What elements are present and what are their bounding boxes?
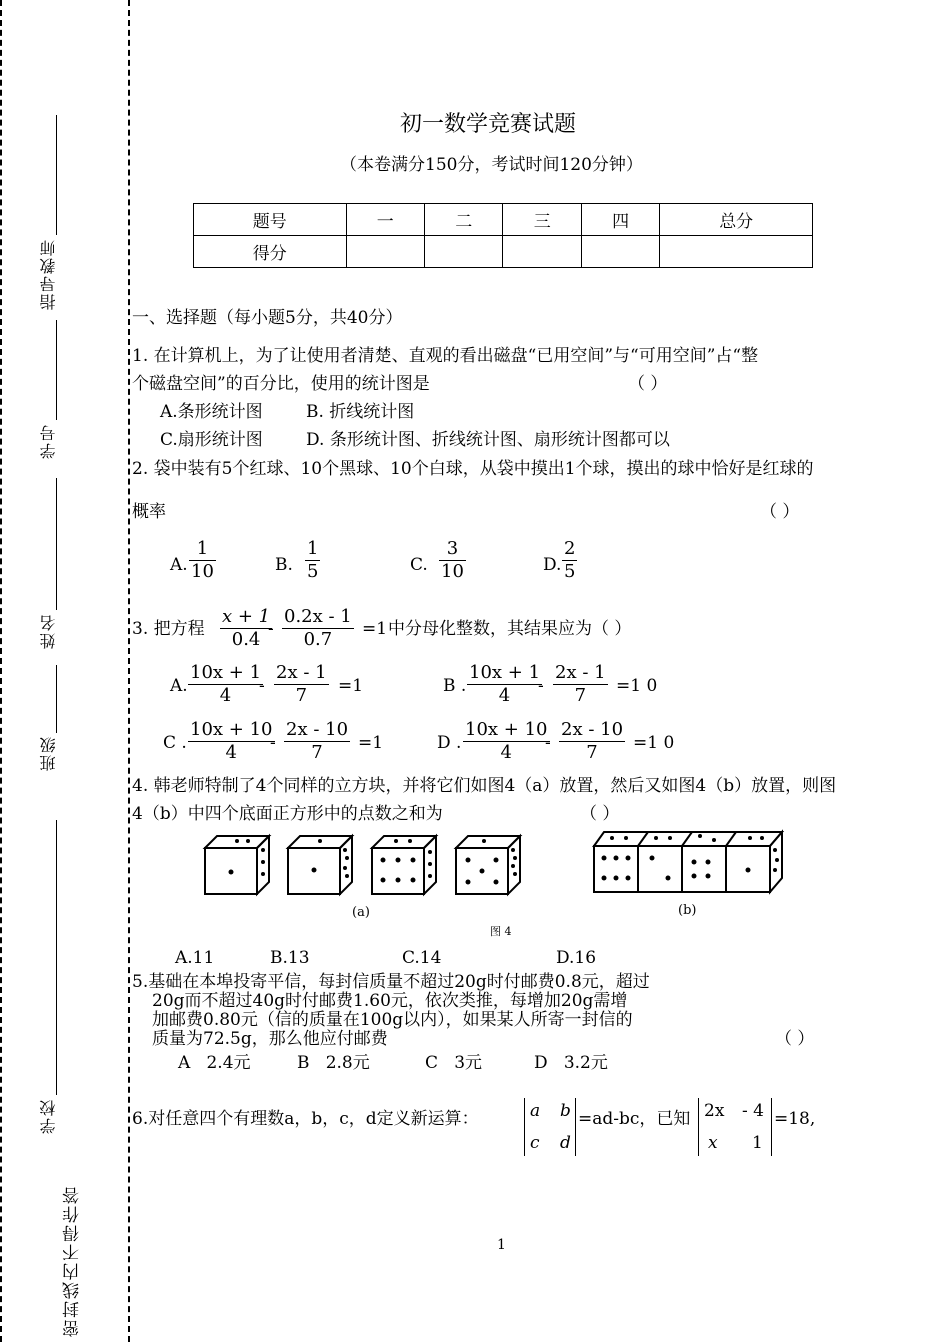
- denominator: 4: [188, 684, 263, 707]
- numerator: 1: [196, 538, 209, 559]
- q3-option-d-fraction-1: [463, 719, 550, 764]
- table-cell: 题号: [194, 204, 347, 236]
- numerator: 0.2x - 1: [284, 606, 352, 627]
- q2-option-d-fraction: [562, 538, 577, 583]
- q5-stem-line4: 质量为72.5g，那么他应付邮费: [152, 1029, 388, 1049]
- q2-option-c-fraction: [439, 538, 466, 583]
- q3-option-a[interactable]: A.: [170, 676, 188, 696]
- score-input-cell[interactable]: [425, 236, 503, 268]
- numerator: 10x + 10: [190, 719, 273, 740]
- sidebar-label-student-id: 学号: [39, 423, 58, 459]
- q4-option-d[interactable]: D.16: [556, 948, 597, 968]
- q5-option-c[interactable]: C 3元: [425, 1053, 483, 1073]
- denominator: 0.4: [220, 628, 272, 651]
- q5-stem-line3: 加邮费0.80元（信的质量在100g以内），如果某人所寄一封信的: [152, 1010, 633, 1030]
- q4-option-c[interactable]: C.14: [402, 948, 442, 968]
- denominator: 5: [564, 561, 576, 582]
- table-cell: 总分: [660, 204, 813, 236]
- seal-warning: 密封线内不得作答: [63, 1185, 83, 1337]
- table-cell: 四: [581, 204, 659, 236]
- numerator: 2x - 10: [561, 719, 624, 740]
- seal-line: [0, 0, 130, 1342]
- q3-option-a-fraction-2: [274, 662, 329, 707]
- q6-m2-d: 1: [752, 1133, 763, 1153]
- q6-suffix: =18,: [774, 1109, 816, 1129]
- q3-option-b-minus: -: [538, 676, 544, 696]
- denominator: 4: [188, 741, 275, 764]
- q4-option-b[interactable]: B.13: [270, 948, 310, 968]
- figure-4-caption: 图 4: [490, 925, 512, 938]
- q2-answer-paren[interactable]: （ ）: [760, 502, 800, 522]
- q3-fraction-2: [282, 606, 354, 651]
- sidebar-label-teacher: 指导教师: [39, 238, 58, 310]
- q3-option-c-fraction-1: [188, 719, 275, 764]
- page-title: 初一数学竞赛试题: [400, 112, 577, 137]
- score-input-cell[interactable]: [346, 236, 424, 268]
- q3-option-b[interactable]: B .: [443, 676, 467, 696]
- q5-option-b[interactable]: B 2.8元: [297, 1053, 370, 1073]
- denominator: 7: [559, 741, 625, 764]
- q5-option-a[interactable]: A 2.4元: [178, 1053, 251, 1073]
- q3-suffix: 中分母化整数，其结果应为（ ）: [388, 619, 632, 639]
- q3-minus: -: [268, 619, 274, 639]
- q6-m1-a: a: [530, 1101, 541, 1121]
- q4-stem-line1: 4. 韩老师特制了4个同样的立方块，并将它们如图4（a）放置，然后又如图4（b）放置，则图: [132, 776, 837, 796]
- score-input-cell[interactable]: [581, 236, 659, 268]
- page-number: 1: [497, 1237, 506, 1253]
- numerator: x + 1: [222, 606, 271, 627]
- denominator: 7: [274, 684, 329, 707]
- sidebar-line: [56, 665, 57, 733]
- table-cell: 一: [346, 204, 424, 236]
- score-input-cell[interactable]: [503, 236, 581, 268]
- denominator: 7: [553, 684, 608, 707]
- score-table: [193, 203, 813, 268]
- q4-option-a[interactable]: A.11: [175, 948, 215, 968]
- table-cell: 三: [503, 204, 581, 236]
- q4-stem-line2: 4（b）中四个底面正方形中的点数之和为: [132, 804, 443, 824]
- q6-prefix: 6.对任意四个有理数a，b，c，d定义新运算：: [132, 1109, 479, 1129]
- page-subtitle: （本卷满分150分，考试时间120分钟）: [340, 155, 643, 175]
- q2-stem-line2: 概率: [132, 502, 166, 522]
- q2-option-a[interactable]: A.: [170, 555, 188, 575]
- table-cell: 得分: [194, 236, 347, 268]
- q1-stem-line2: 个磁盘空间”的百分比，使用的统计图是: [132, 374, 430, 394]
- sidebar-line: [56, 320, 57, 420]
- q6-m2-c: x: [708, 1133, 718, 1153]
- q5-stem-line1: 5.基础在本埠投寄平信，每封信质量不超过20g时付邮费0.8元，超过: [132, 972, 650, 992]
- denominator: 0.7: [282, 628, 354, 651]
- table-cell: 二: [425, 204, 503, 236]
- q1-option-a[interactable]: A.条形统计图: [160, 402, 263, 422]
- numerator: 1: [307, 538, 319, 559]
- q3-option-c[interactable]: C .: [163, 733, 187, 753]
- q1-option-d[interactable]: D. 条形统计图、折线统计图、扇形统计图都可以: [306, 430, 670, 450]
- numerator: 3: [446, 538, 459, 559]
- q3-option-d-minus: -: [545, 733, 551, 753]
- q2-option-b-fraction: [305, 538, 320, 583]
- q3-option-d-fraction-2: [559, 719, 625, 764]
- q3-option-d-rhs: =1 0: [633, 733, 675, 753]
- q3-option-c-fraction-2: [284, 719, 350, 764]
- sidebar-label-school: 学校: [39, 1098, 58, 1134]
- q6-m2-b: - 4: [742, 1101, 764, 1121]
- q5-answer-paren[interactable]: （ ）: [775, 1029, 815, 1049]
- denominator: 10: [191, 561, 214, 582]
- numerator: 2x - 1: [555, 662, 606, 683]
- q3-option-d[interactable]: D .: [437, 733, 462, 753]
- denominator: 10: [441, 561, 464, 582]
- q3-option-c-minus: -: [270, 733, 276, 753]
- q6-m2-a: 2x: [704, 1101, 725, 1121]
- q3-option-b-fraction-2: [553, 662, 608, 707]
- figure-4b-label: (b): [678, 903, 697, 918]
- numerator: 2x - 10: [286, 719, 349, 740]
- q2-option-c[interactable]: C.: [410, 555, 428, 575]
- q5-stem-line2: 20g而不超过40g时付邮费1.60元，依次类推，每增加20g需增: [152, 991, 628, 1011]
- q6-m1-c: c: [530, 1133, 540, 1153]
- q1-option-b[interactable]: B. 折线统计图: [306, 402, 415, 422]
- q3-option-b-rhs: =1 0: [616, 676, 658, 696]
- q4-answer-paren[interactable]: （ ）: [580, 804, 620, 824]
- numerator: 10x + 1: [469, 662, 541, 683]
- figure-4b-dice: [590, 828, 790, 898]
- sidebar-line: [56, 478, 57, 610]
- q6-m1-d: d: [560, 1133, 571, 1153]
- q2-option-d[interactable]: D.: [543, 555, 562, 575]
- sidebar-line: [56, 115, 57, 235]
- q3-option-a-fraction-1: [188, 662, 263, 707]
- q1-answer-paren[interactable]: （ ）: [628, 374, 668, 394]
- denominator: 7: [284, 741, 350, 764]
- q1-option-c[interactable]: C.扇形统计图: [160, 430, 263, 450]
- q6-mid: =ad-bc，已知: [578, 1109, 691, 1129]
- denominator: 4: [463, 741, 550, 764]
- sidebar-label-name: 姓名: [39, 613, 58, 649]
- numerator: 2x - 1: [276, 662, 327, 683]
- q3-fraction-1: [220, 606, 272, 651]
- score-input-cell[interactable]: [660, 236, 813, 268]
- q1-stem-line1: 1. 在计算机上，为了让使用者清楚、直观的看出磁盘“已用空间”与“可用空间”占“整: [132, 346, 759, 366]
- figure-4a-label: (a): [352, 905, 370, 920]
- q2-stem-line1: 2. 袋中装有5个红球、10个黑球、10个白球，从袋中摸出1个球，摸出的球中恰好是红球的: [132, 459, 814, 479]
- q5-option-d[interactable]: D 3.2元: [534, 1053, 608, 1073]
- numerator: 10x + 1: [190, 662, 262, 683]
- q3-option-a-minus: -: [259, 676, 265, 696]
- q3-prefix: 3. 把方程: [132, 619, 205, 639]
- section-heading: 一、选择题（每小题5分，共40分）: [132, 308, 403, 328]
- figure-4a-dice: [200, 830, 530, 900]
- q6-m1-b: b: [560, 1101, 571, 1121]
- sidebar-label-class: 班级: [39, 735, 58, 771]
- q3-option-b-fraction-1: [467, 662, 542, 707]
- q3-equals: =1: [362, 619, 388, 639]
- numerator: 10x + 10: [465, 719, 548, 740]
- q2-option-b[interactable]: B.: [275, 555, 293, 575]
- sidebar-line: [56, 820, 57, 1095]
- q2-option-a-fraction: [189, 538, 216, 583]
- numerator: 2: [564, 538, 576, 559]
- q3-option-a-rhs: =1: [338, 676, 364, 696]
- denominator: 4: [467, 684, 542, 707]
- denominator: 5: [307, 561, 319, 582]
- q3-option-c-rhs: =1: [358, 733, 384, 753]
